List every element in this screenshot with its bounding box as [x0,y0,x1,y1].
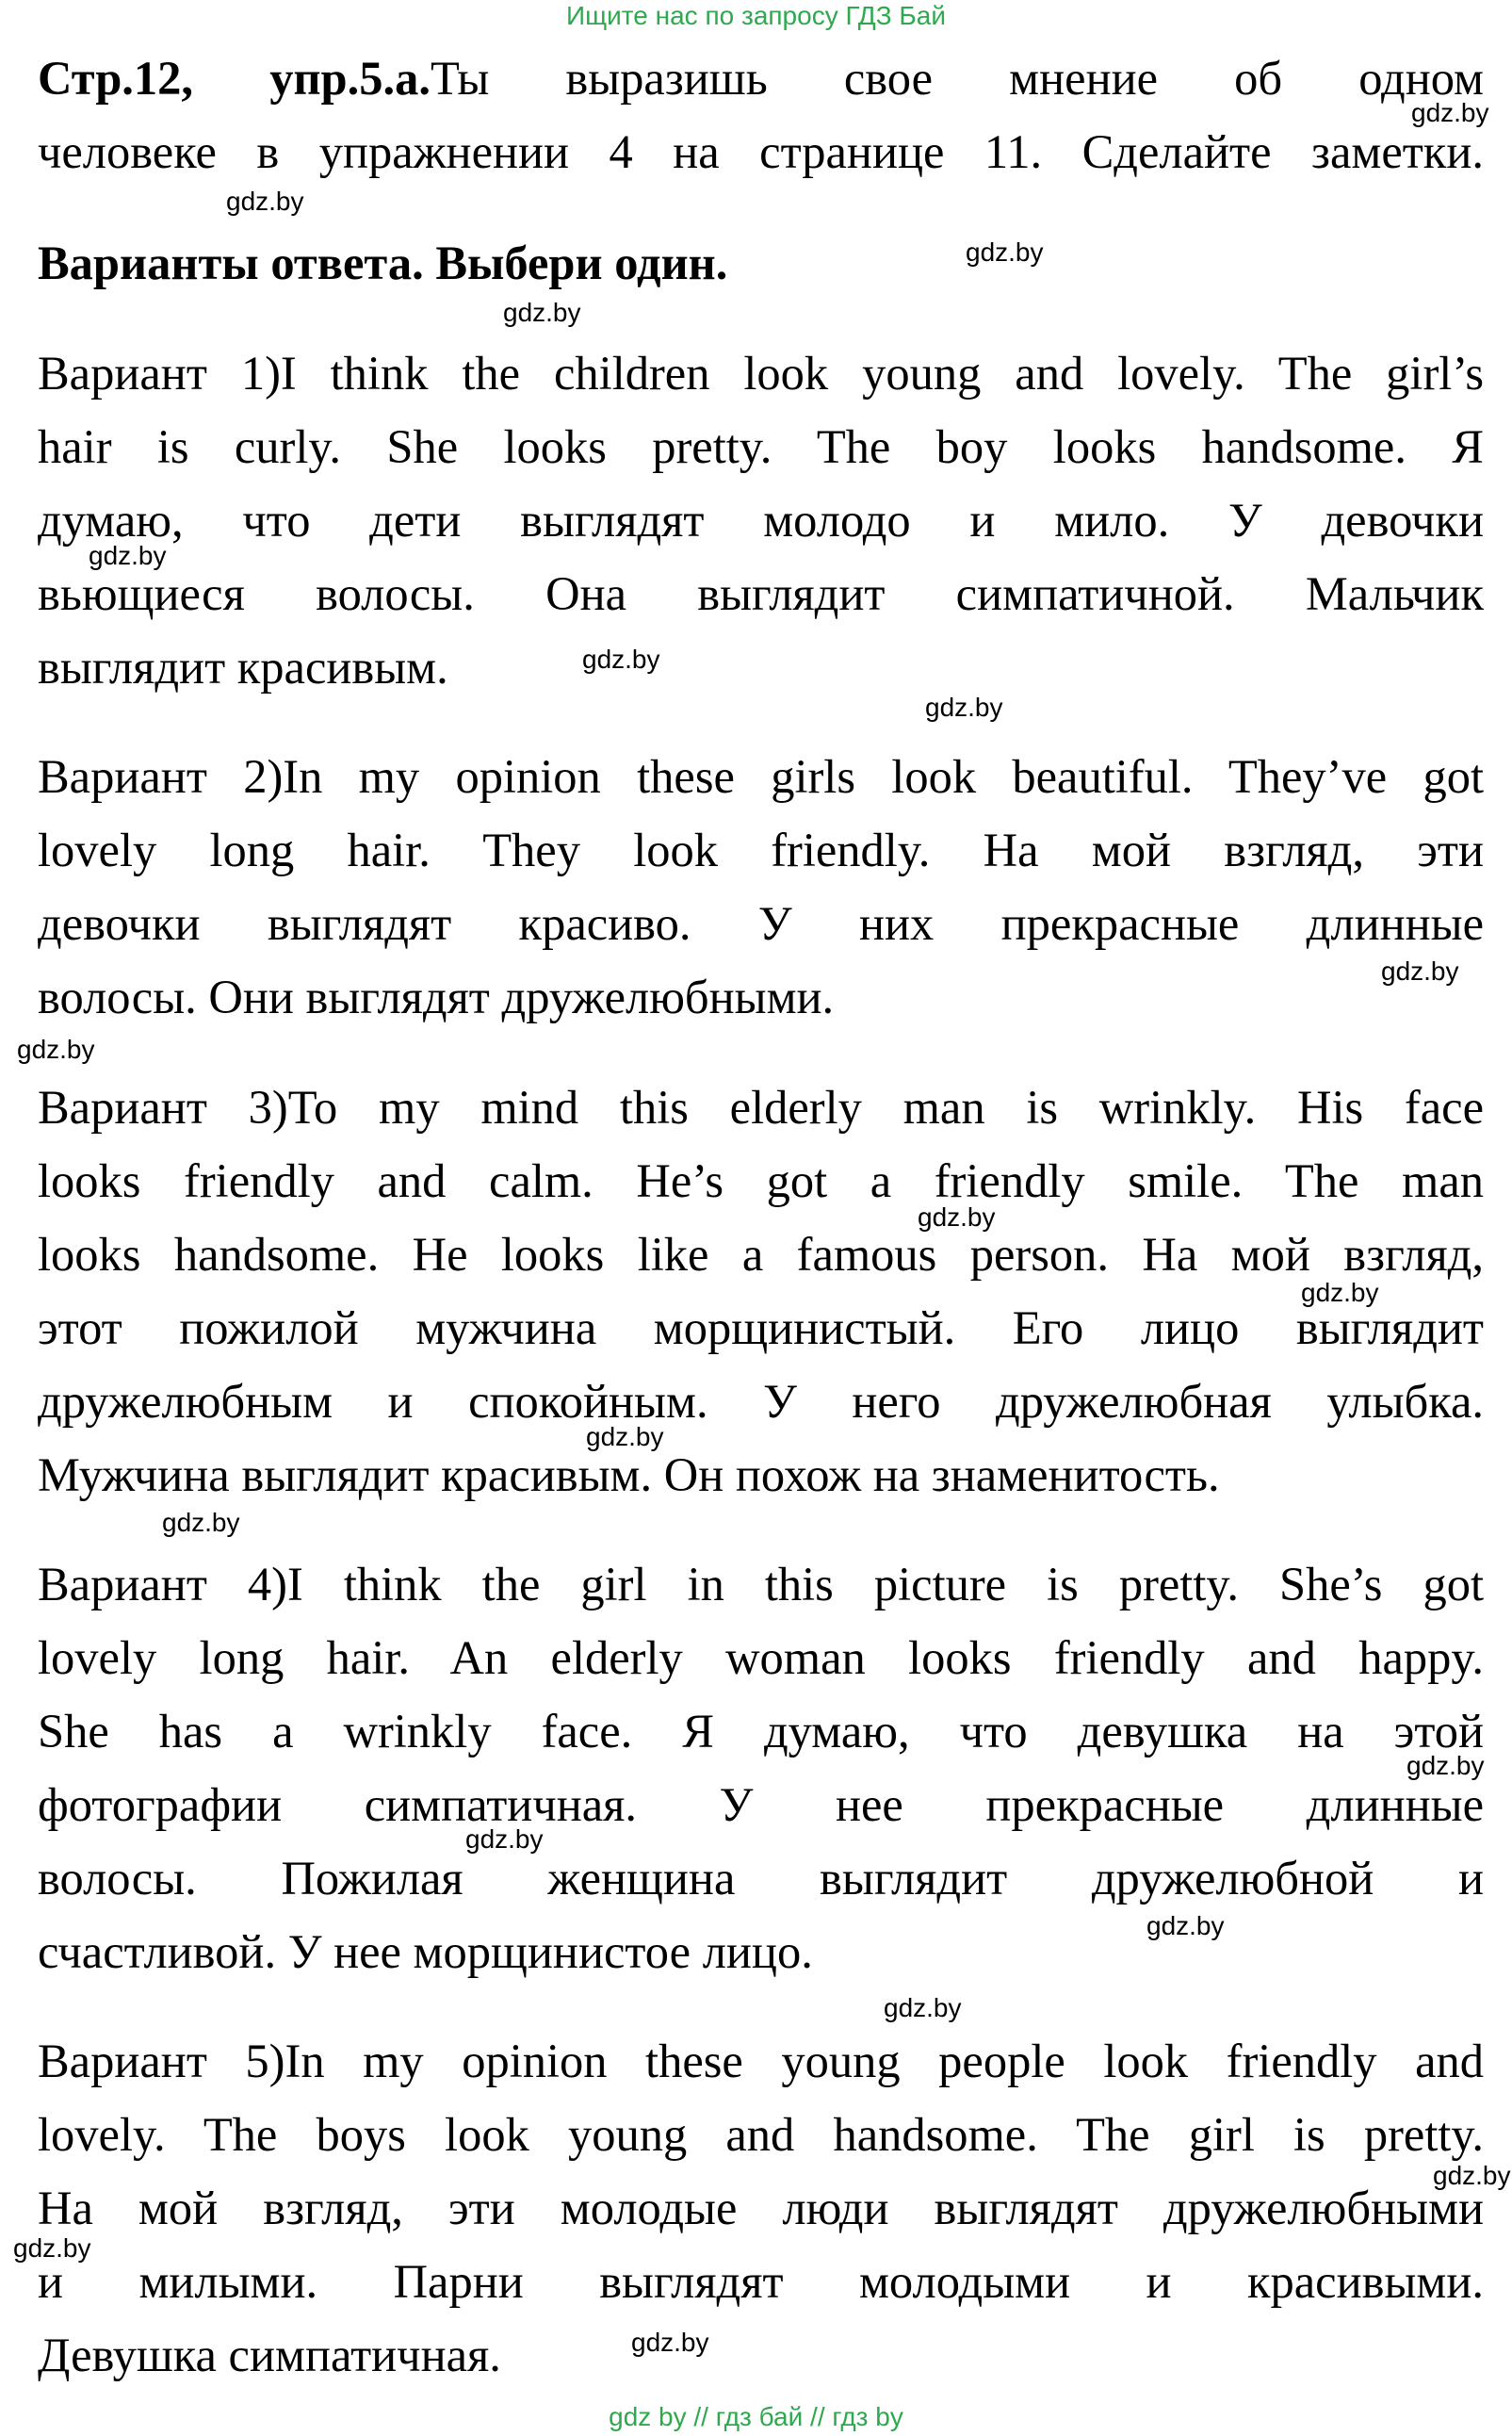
variant-line: дружелюбным и спокойным. У него дружелюбная улыбка. [38,1375,1484,1428]
watermark: gdz.by [89,541,167,570]
variant-line: She has a wrinkly face. Я думаю, что девушка на этой [38,1705,1484,1758]
page-footer-banner: gdz by // гдз бай // гдз by [609,2402,903,2431]
variant-3 [38,1071,1484,1512]
variant-line: Вариант 4)I think the girl in this picture is pretty. She’s got [38,1558,1484,1610]
task-label: Стр.12, упр.5.а. [38,52,431,105]
variant-line: Мужчина выглядит красивым. Он похож на знаменитость. [38,1448,1220,1501]
variant-4 [38,1547,1484,1988]
watermark: gdz.by [1406,1751,1485,1780]
variant-line: и милыми. Парни выглядят молодыми и красивыми. [38,2255,1484,2308]
variant-line: Вариант 1)I think the children look young and lovely. The girl’s [38,347,1484,400]
task-statement [38,41,1484,188]
instruction-text: Варианты ответа. Выбери один. [38,237,728,289]
variant-line: Вариант 5)In my opinion these young people look friendly and [38,2035,1484,2087]
variant-line: lovely. The boys look young and handsome. The girl is pretty. [38,2108,1484,2161]
variant-line: lovely long hair. An elderly woman looks friendly and happy. [38,1631,1484,1684]
watermark: gdz.by [1433,2161,1511,2190]
watermark: gdz.by [1301,1278,1379,1307]
watermark: gdz.by [17,1035,95,1064]
instruction-heading [38,226,1484,300]
variant-line: фотографии симпатичная. У нее прекрасные длинные [38,1778,1484,1831]
variant-line: вьющиеся волосы. Она выглядит симпатичной. Мальчик [38,567,1484,620]
watermark: gdz.by [162,1508,240,1537]
watermark: gdz.by [465,1824,544,1854]
variant-line: На мой взгляд, эти молодые люди выглядят дружелюбными [38,2182,1484,2234]
variant-line: этот пожилой мужчина морщинистый. Его лицо выглядит [38,1301,1484,1354]
task-line-1 [38,41,1484,115]
page-header-banner: Ищите нас по запросу ГДЗ Бай [565,1,947,30]
watermark: gdz.by [631,2328,709,2357]
watermark: gdz.by [1146,1911,1225,1940]
task-line-2: человеке в упражнении 4 на странице 11. Сделайте заметки. [38,125,1484,178]
variant-5 [38,2024,1484,2392]
variant-line: Вариант 2)In my opinion these girls look beautiful. They’ve got [38,750,1484,803]
watermark: gdz.by [1411,98,1489,127]
watermark: gdz.by [1381,956,1459,986]
variant-line: Девушка симпатичная. [38,2329,501,2381]
variant-line: hair is curly. She looks pretty. The boy looks handsome. Я [38,420,1484,473]
watermark: gdz.by [226,187,304,216]
variant-2 [38,740,1484,1034]
watermark: gdz.by [925,693,1003,722]
variant-line: Вариант 3)To my mind this elderly man is wrinkly. His face [38,1081,1484,1134]
variant-line: девочки выглядят красиво. У них прекрасные длинные [38,897,1484,950]
watermark: gdz.by [884,1993,962,2022]
watermark: gdz.by [966,237,1044,267]
variant-line: lovely long hair. They look friendly. На мой взгляд, эти [38,824,1484,876]
watermark: gdz.by [586,1422,664,1451]
variant-line: волосы. Пожилая женщина выглядит дружелюбной и [38,1852,1484,1905]
watermark: gdz.by [918,1202,996,1232]
variant-line: looks handsome. He looks like a famous person. На мой взгляд, [38,1228,1484,1281]
task-line-1-text: Ты выразишь свое мнение об одном [431,52,1484,105]
variant-line: счастливой. У нее морщинистое лицо. [38,1925,813,1978]
variant-1 [38,336,1484,704]
watermark: gdz.by [503,298,581,327]
variant-line: волосы. Они выглядят дружелюбными. [38,971,835,1023]
watermark: gdz.by [13,2233,91,2263]
variant-line: выглядит красивым. [38,641,448,694]
variant-line: looks friendly and calm. He’s got a friendly smile. The man [38,1154,1484,1207]
watermark: gdz.by [582,645,660,674]
variant-line: думаю, что дети выглядят молодо и мило. У девочки [38,494,1484,547]
